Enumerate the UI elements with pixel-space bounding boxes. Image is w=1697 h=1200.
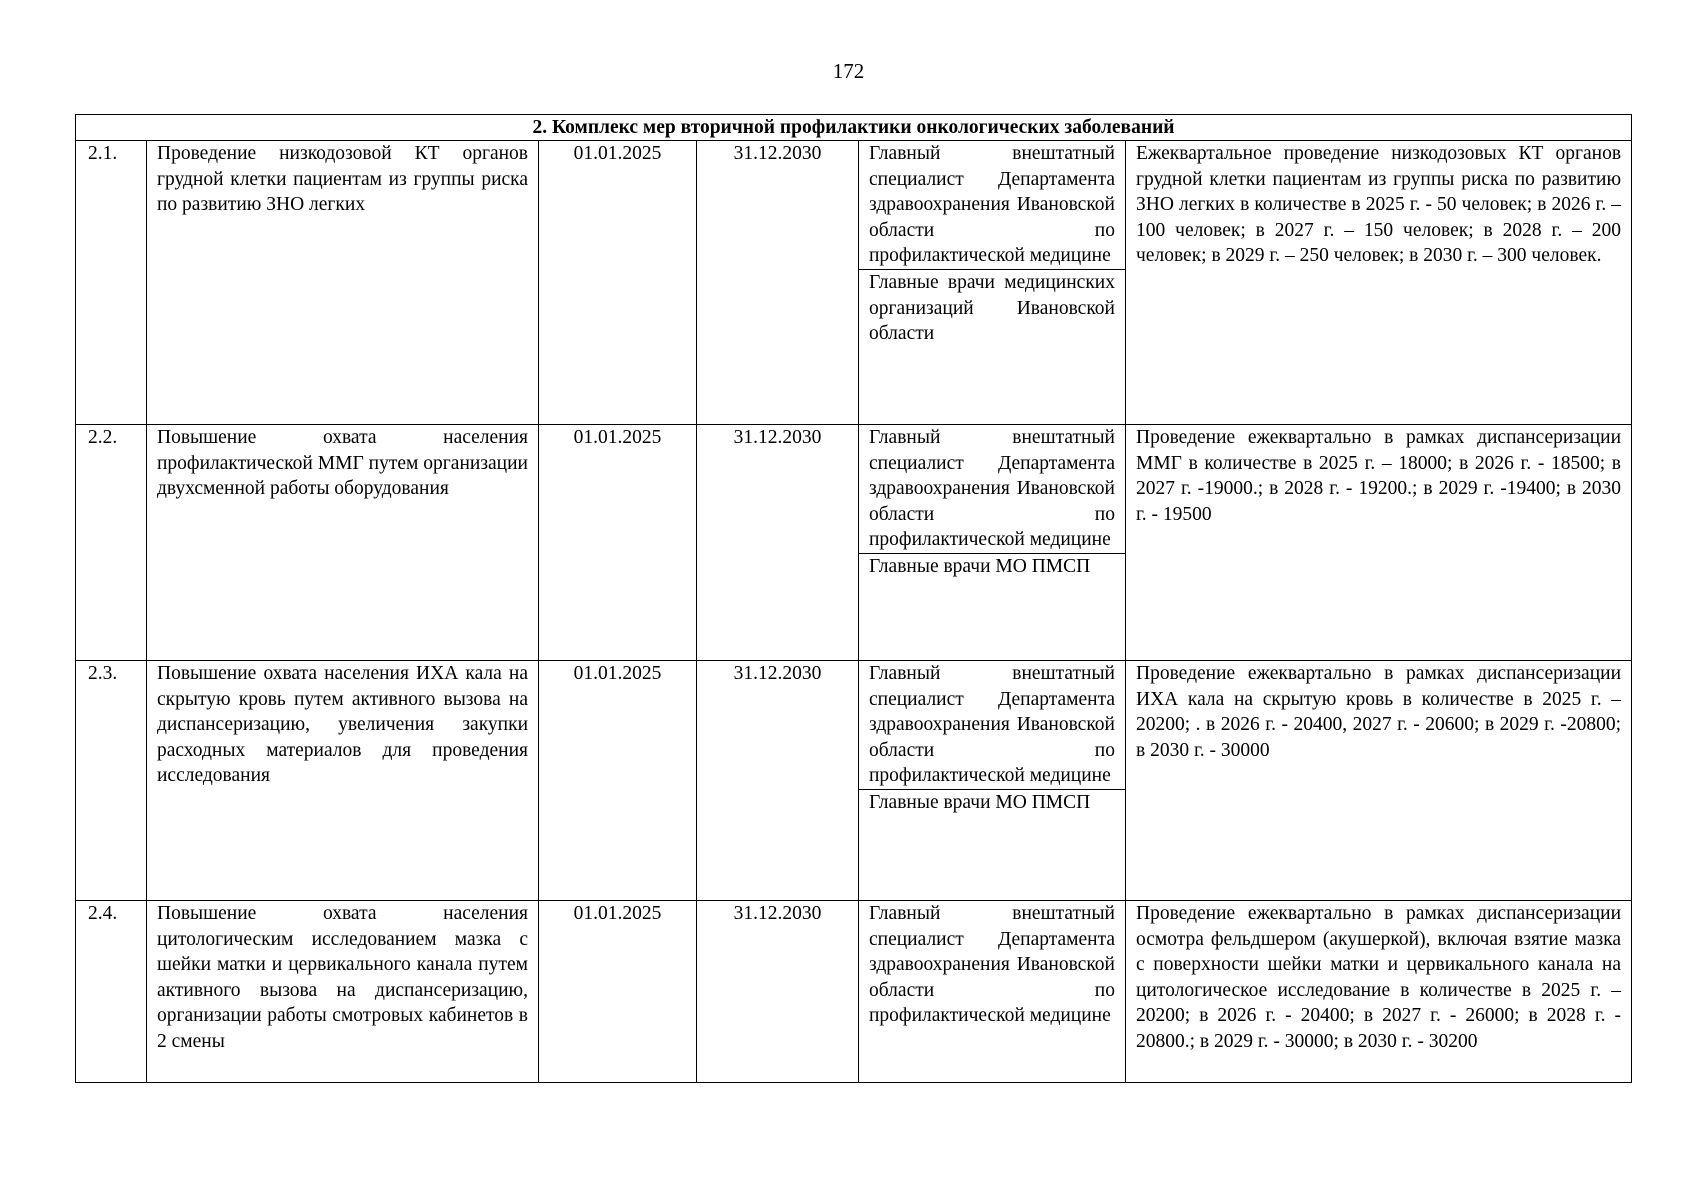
activity-cell: Повышение охвата населения цитологическим исследованием мазка с шейки матки и цервикального канала путем активного вызова на диспансеризацию, организации работы смотровых кабинетов в 2 смены: [147, 901, 539, 1083]
activity-cell: Повышение охвата населения ИХА кала на скрытую кровь путем активного вызова на диспансеризацию, увеличения закупки расходных материалов для проведения исследования: [147, 661, 539, 901]
responsible-entry: Главные врачи медицинских организаций Ивановской области: [859, 269, 1125, 347]
end-date: 31.12.2030: [697, 901, 859, 1083]
responsible-entry: Главный внештатный специалист Департамента здравоохранения Ивановской области по профилактической медицине: [869, 663, 1115, 787]
section-header-row: [76, 115, 1632, 141]
row-number: 2.3.: [76, 661, 147, 901]
responsible-entry: Главный внештатный специалист Департамента здравоохранения Ивановской области по профилактической медицине: [869, 903, 1115, 1027]
end-date: 31.12.2030: [697, 661, 859, 901]
measures-table: [75, 114, 1632, 1083]
row-number: 2.2.: [76, 425, 147, 661]
result-cell: Проведение ежеквартально в рамках диспансеризации ММГ в количестве в 2025 г. – 18000; в 2026 г. - 18500; в 2027 г. -19000.; в 2028 г. - 19200.; в 2029 г. -19400; в 2030 г. - 19500: [1126, 425, 1632, 661]
responsible-entry: Главные врачи МО ПМСП: [859, 553, 1125, 580]
section-title: 2. Комплекс мер вторичной профилактики онкологических заболеваний: [76, 115, 1632, 141]
row-number: 2.1.: [76, 141, 147, 425]
start-date: 01.01.2025: [539, 141, 697, 425]
responsible-cell: [859, 661, 1126, 901]
table-row: [76, 141, 1632, 425]
start-date: 01.01.2025: [539, 901, 697, 1083]
row-number: 2.4.: [76, 901, 147, 1083]
start-date: 01.01.2025: [539, 661, 697, 901]
responsible-entry: Главные врачи МО ПМСП: [859, 789, 1125, 816]
responsible-cell: [859, 901, 1126, 1083]
page-number: 172: [832, 59, 865, 83]
activity-cell: Повышение охвата населения профилактической ММГ путем организации двухсменной работы оборудования: [147, 425, 539, 661]
table-row: [76, 901, 1632, 1083]
result-cell: Проведение ежеквартально в рамках диспансеризации ИХА кала на скрытую кровь в количестве в 2025 г. – 20200; . в 2026 г. - 20400, 2027 г. - 20600; в 2029 г. -20800; в 2030 г. - 30000: [1126, 661, 1632, 901]
result-cell: Проведение ежеквартально в рамках диспансеризации осмотра фельдшером (акушеркой), включая взятие мазка с поверхности шейки матки и цервикального канала на цитологическое исследование в количестве в 2025 г. – 20200; в 2026 г. - 20400; в 2027 г. - 26000; в 2028 г. - 20800.; в 2029 г. - 30000; в 2030 г. - 30200: [1126, 901, 1632, 1083]
result-cell: Ежеквартальное проведение низкодозовых КТ органов грудной клетки пациентам из группы риска по развитию ЗНО легких в количестве в 2025 г. - 50 человек; в 2026 г. – 100 человек; в 2027 г. – 150 человек; в 2028 г. – 200 человек; в 2029 г. – 250 человек; в 2030 г. – 300 человек.: [1126, 141, 1632, 425]
responsible-cell: [859, 425, 1126, 661]
table-row: [76, 425, 1632, 661]
responsible-entry: Главный внештатный специалист Департамента здравоохранения Ивановской области по профилактической медицине: [869, 427, 1115, 551]
end-date: 31.12.2030: [697, 425, 859, 661]
end-date: 31.12.2030: [697, 141, 859, 425]
start-date: 01.01.2025: [539, 425, 697, 661]
responsible-cell: [859, 141, 1126, 425]
table-row: [76, 661, 1632, 901]
activity-cell: Проведение низкодозовой КТ органов грудной клетки пациентам из группы риска по развитию ЗНО легких: [147, 141, 539, 425]
responsible-entry: Главный внештатный специалист Департамента здравоохранения Ивановской области по профилактической медицине: [869, 143, 1115, 267]
